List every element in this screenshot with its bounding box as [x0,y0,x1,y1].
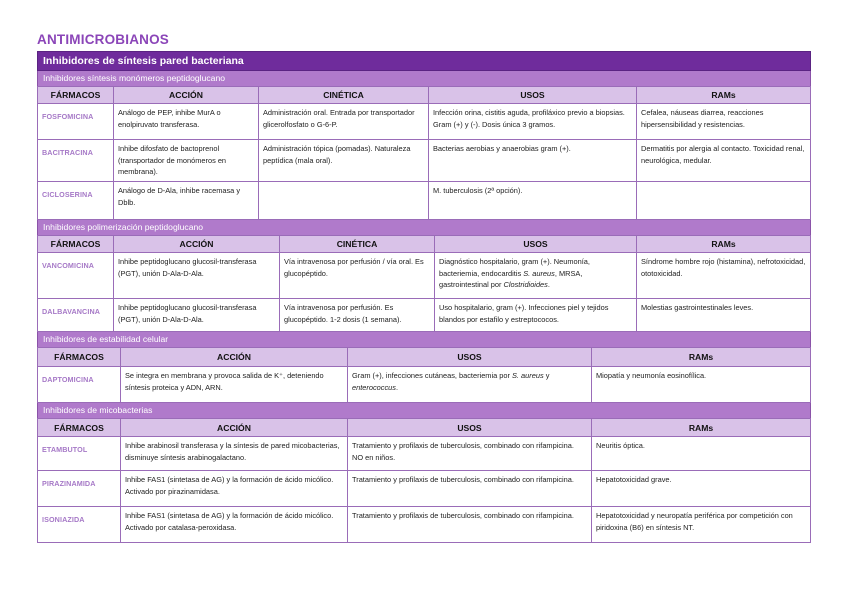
drug-name: DAPTOMICINA [38,367,121,403]
cinetica-cell: Administración oral. Entrada por transportador glicerolfosfato o G-6-P. [259,104,429,140]
column-header: ACCIÓN [121,348,348,367]
column-header: ACCIÓN [114,87,259,104]
section-header: Inhibidores de estabilidad celular [37,332,811,347]
rams-cell: Síndrome hombre rojo (histamina), nefrotoxicidad, ototoxicidad. [637,253,811,299]
drug-name: PIRAZINAMIDA [38,471,121,507]
rams-cell: Dermatitis por alergia al contacto. Toxicidad renal, neurológica, medular. [637,140,811,182]
usos-cell: Bacterias aerobias y anaerobias gram (+). [429,140,637,182]
accion-cell: Inhibe peptidoglucano glucosil-transferasa (PGT), unión D-Ala-D-Ala. [114,299,280,332]
column-header: CINÉTICA [259,87,429,104]
rams-cell: Miopatía y neumonía eosinofílica. [592,367,811,403]
column-header: RAMs [592,419,811,437]
column-header: RAMs [637,236,811,253]
drug-name: CICLOSERINA [38,182,114,220]
column-header: USOS [435,236,637,253]
table-row [38,299,811,332]
accion-cell: Inhibe difosfato de bactoprenol (transportador de monómeros en membrana). [114,140,259,182]
table-row [38,253,811,299]
accion-cell: Inhibe arabinosil transferasa y la síntesis de pared micobacterias, disminuye síntesis arabinogalactano. [121,437,348,471]
rams-cell: Neuritis óptica. [592,437,811,471]
usos-cell: Gram (+), infecciones cutáneas, bacteriemia por S. aureus y enterococcus. [348,367,592,403]
table-row [38,367,811,403]
cinetica-cell: Administración tópica (pomadas). Naturaleza peptídica (mala oral). [259,140,429,182]
table-row [38,471,811,507]
table-row [38,182,811,220]
column-header: USOS [348,419,592,437]
column-header: RAMs [592,348,811,367]
column-header: FÁRMACOS [38,87,114,104]
accion-cell: Análogo de PEP, inhibe MurA o enolpiruvato transferasa. [114,104,259,140]
drug-name: ISONIAZIDA [38,507,121,543]
section-header: Inhibidores de micobacterias [37,403,811,418]
drug-name: BACITRACINA [38,140,114,182]
column-header: USOS [348,348,592,367]
rams-cell: Cefalea, náuseas diarrea, reacciones hipersensibilidad y resistencias. [637,104,811,140]
cinetica-cell: Vía intravenosa por perfusión. Es glucopéptido. 1-2 dosis (1 semana). [280,299,435,332]
usos-cell: Uso hospitalario, gram (+). Infecciones piel y tejidos blandos por estafilo y estreptococos. [435,299,637,332]
rams-cell: Hepatotoxicidad y neuropatía periférica por competición con piridoxina (B6) en síntesis NT. [592,507,811,543]
column-header: CINÉTICA [280,236,435,253]
accion-cell: Inhibe FAS1 (sintetasa de AG) y la formación de ácido micólico. Activado por pirazinamidasa. [121,471,348,507]
section-table [37,86,811,220]
column-header: FÁRMACOS [38,348,121,367]
section-table [37,347,811,403]
page-title: ANTIMICROBIANOS [37,32,169,47]
table-row [38,104,811,140]
cinetica-cell: Vía intravenosa por perfusión / vía oral. Es glucopéptido. [280,253,435,299]
accion-cell: Inhibe FAS1 (sintetasa de AG) y la formación de ácido micólico. Activado por catalasa-peroxidasa. [121,507,348,543]
document-page [37,32,811,543]
cinetica-cell [259,182,429,220]
drug-name: ETAMBUTOL [38,437,121,471]
section-header: Inhibidores polimerización peptidoglucano [37,220,811,235]
main-header: Inhibidores de síntesis pared bacteriana [37,51,811,71]
rams-cell: Hepatotoxicidad grave. [592,471,811,507]
drug-name: FOSFOMICINA [38,104,114,140]
table-row [38,140,811,182]
rams-cell: Molestias gastrointestinales leves. [637,299,811,332]
column-header: RAMs [637,87,811,104]
usos-cell: M. tuberculosis (2ª opción). [429,182,637,220]
usos-cell: Diagnóstico hospitalario, gram (+). Neumonía, bacteriemia, endocarditis S. aureus, MRSA, gastrointestinal por Clostridioides. [435,253,637,299]
table-row [38,437,811,471]
usos-cell: Tratamiento y profilaxis de tuberculosis, combinado con rifampicina. [348,507,592,543]
drug-name: VANCOMICINA [38,253,114,299]
column-header: FÁRMACOS [38,236,114,253]
column-header: ACCIÓN [114,236,280,253]
table-row [38,507,811,543]
usos-cell: Tratamiento y profilaxis de tuberculosis, combinado con rifampicina. [348,471,592,507]
accion-cell: Inhibe peptidoglucano glucosil-transferasa (PGT), unión D-Ala-D-Ala. [114,253,280,299]
rams-cell [637,182,811,220]
accion-cell: Se integra en membrana y provoca salida de K⁺, deteniendo síntesis proteica y ADN, ARN. [121,367,348,403]
column-header: ACCIÓN [121,419,348,437]
column-header: FÁRMACOS [38,419,121,437]
column-header: USOS [429,87,637,104]
section-header: Inhibidores síntesis monómeros peptidoglucano [37,71,811,86]
drug-name: DALBAVANCINA [38,299,114,332]
section-table [37,235,811,332]
section-table [37,418,811,543]
accion-cell: Análogo de D-Ala, inhibe racemasa y Dblb. [114,182,259,220]
usos-cell: Infección orina, cistitis aguda, profiláxico previo a biopsias. Gram (+) y (-). Dosis única 3 gramos. [429,104,637,140]
usos-cell: Tratamiento y profilaxis de tuberculosis, combinado con rifampicina. NO en niños. [348,437,592,471]
